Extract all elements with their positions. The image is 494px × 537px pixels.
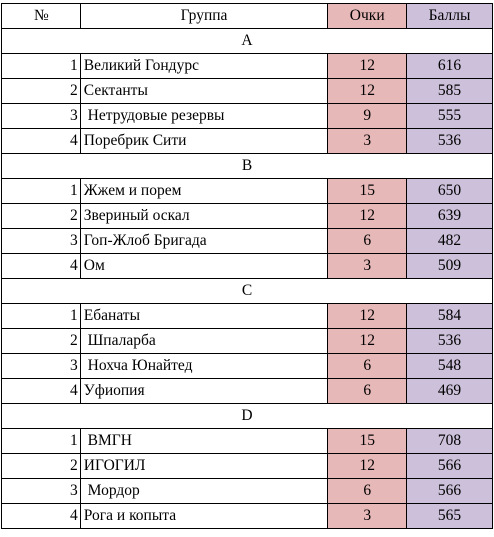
team-name: Шпаларба	[80, 329, 328, 354]
team-row	[2, 129, 493, 154]
header-group: Группа	[80, 4, 328, 29]
team-rank: 1	[2, 179, 81, 204]
team-score: 566	[407, 454, 493, 479]
team-score: 509	[407, 254, 493, 279]
team-points: 12	[328, 79, 407, 104]
header-row	[2, 4, 493, 29]
team-rank: 4	[2, 129, 81, 154]
team-rank: 2	[2, 204, 81, 229]
team-row	[2, 179, 493, 204]
team-rank: 2	[2, 454, 81, 479]
team-name: Гоп-Жлоб Бригада	[80, 229, 328, 254]
team-row	[2, 104, 493, 129]
team-score: 708	[407, 429, 493, 454]
team-points: 12	[328, 329, 407, 354]
team-points: 6	[328, 479, 407, 504]
standings-table	[1, 3, 493, 529]
team-name: Рога и копыта	[80, 504, 328, 529]
group-header-row	[2, 404, 493, 429]
header-num: №	[2, 4, 81, 29]
team-rank: 4	[2, 504, 81, 529]
team-name: Звериный оскал	[80, 204, 328, 229]
team-score: 565	[407, 504, 493, 529]
team-points: 12	[328, 54, 407, 79]
team-row	[2, 429, 493, 454]
table-body	[2, 29, 493, 529]
team-rank: 1	[2, 304, 81, 329]
team-rank: 3	[2, 354, 81, 379]
team-row	[2, 329, 493, 354]
team-rank: 1	[2, 429, 81, 454]
team-name: Нохча Юнайтед	[80, 354, 328, 379]
team-score: 616	[407, 54, 493, 79]
team-rank: 4	[2, 379, 81, 404]
team-points: 12	[328, 304, 407, 329]
team-row	[2, 254, 493, 279]
team-name: ИГОГИЛ	[80, 454, 328, 479]
team-score: 536	[407, 329, 493, 354]
team-rank: 3	[2, 479, 81, 504]
team-rank: 4	[2, 254, 81, 279]
team-name: Мордор	[80, 479, 328, 504]
team-row	[2, 479, 493, 504]
team-points: 6	[328, 229, 407, 254]
team-score: 469	[407, 379, 493, 404]
team-points: 3	[328, 254, 407, 279]
header-score: Баллы	[407, 4, 493, 29]
team-points: 12	[328, 204, 407, 229]
team-row	[2, 304, 493, 329]
team-score: 555	[407, 104, 493, 129]
team-name: Поребрик Сити	[80, 129, 328, 154]
group-name: B	[2, 154, 493, 179]
team-score: 639	[407, 204, 493, 229]
team-name: Сектанты	[80, 79, 328, 104]
group-header-row	[2, 154, 493, 179]
team-name: Великий Гондурс	[80, 54, 328, 79]
team-score: 585	[407, 79, 493, 104]
team-row	[2, 229, 493, 254]
team-score: 482	[407, 229, 493, 254]
group-header-row	[2, 29, 493, 54]
team-points: 3	[328, 129, 407, 154]
team-row	[2, 504, 493, 529]
team-points: 12	[328, 454, 407, 479]
team-row	[2, 354, 493, 379]
team-score: 566	[407, 479, 493, 504]
team-row	[2, 204, 493, 229]
team-score: 584	[407, 304, 493, 329]
team-points: 6	[328, 379, 407, 404]
team-name: Уфиопия	[80, 379, 328, 404]
team-rank: 3	[2, 229, 81, 254]
team-name: ВМГН	[80, 429, 328, 454]
team-points: 15	[328, 429, 407, 454]
group-name: A	[2, 29, 493, 54]
group-name: D	[2, 404, 493, 429]
header-points: Очки	[328, 4, 407, 29]
team-name: Нетрудовые резервы	[80, 104, 328, 129]
team-rank: 2	[2, 329, 81, 354]
team-score: 536	[407, 129, 493, 154]
group-header-row	[2, 279, 493, 304]
team-rank: 2	[2, 79, 81, 104]
team-name: Жжем и порем	[80, 179, 328, 204]
team-rank: 3	[2, 104, 81, 129]
team-row	[2, 79, 493, 104]
team-score: 650	[407, 179, 493, 204]
team-points: 6	[328, 354, 407, 379]
team-name: Ом	[80, 254, 328, 279]
team-name: Ебанаты	[80, 304, 328, 329]
team-rank: 1	[2, 54, 81, 79]
team-row	[2, 454, 493, 479]
group-name: C	[2, 279, 493, 304]
team-points: 15	[328, 179, 407, 204]
team-row	[2, 379, 493, 404]
team-points: 9	[328, 104, 407, 129]
team-points: 3	[328, 504, 407, 529]
team-score: 548	[407, 354, 493, 379]
team-row	[2, 54, 493, 79]
